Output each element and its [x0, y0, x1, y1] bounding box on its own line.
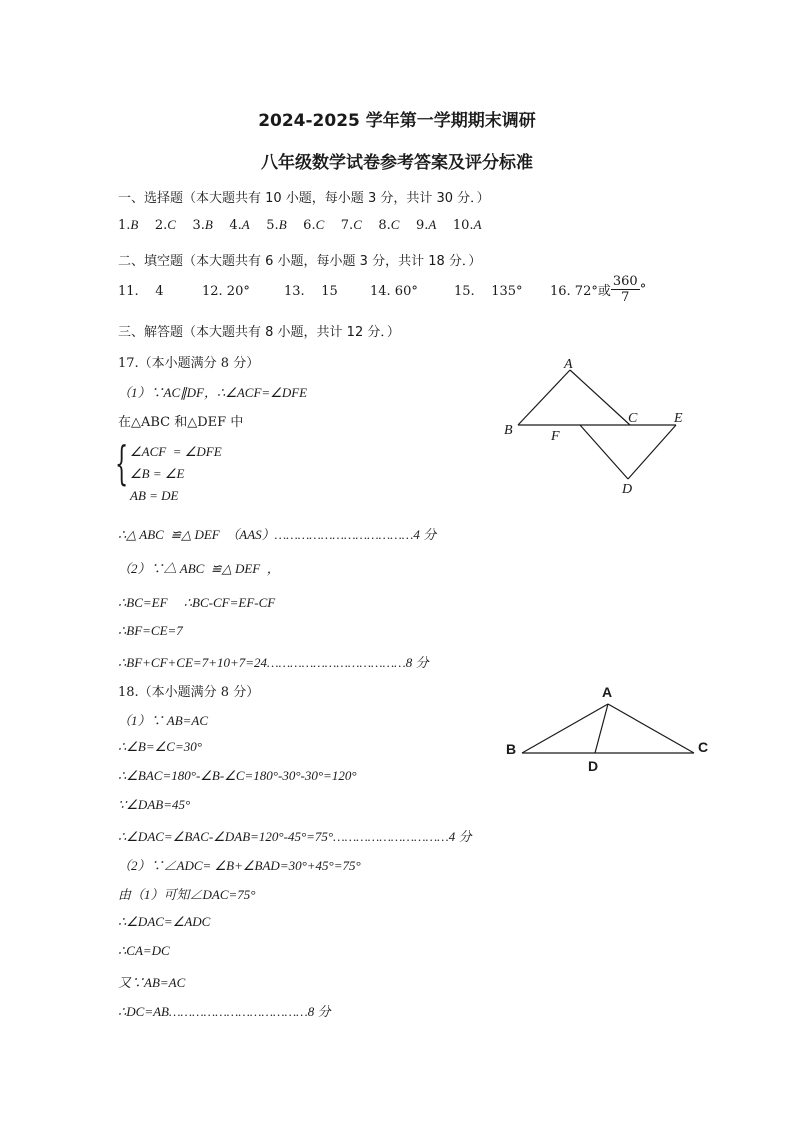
label-d: D: [588, 758, 599, 774]
q18-line-11: ∴DC=AB………………………………8 分: [118, 1004, 331, 1019]
choice-answer-1: 1.B: [118, 217, 139, 233]
q17-system-1: ∠ACF = ∠DFE: [130, 444, 222, 459]
q18-line-2: ∴∠B=∠C=30°: [118, 739, 202, 754]
choice-answer-2: 2.C: [154, 217, 176, 233]
q18-line-7: 由（1）可知∠DAC=75°: [118, 887, 256, 902]
q17-line-5: ∴BC=EF ∴BC-CF=EF-CF: [118, 595, 276, 610]
q18-header: 18.（本小题满分 8 分）: [118, 685, 260, 700]
q18-line-1: （1）∵ AB=AC: [118, 713, 209, 728]
choice-answer-6: 6.C: [303, 217, 325, 233]
label-b: B: [504, 423, 513, 438]
system-brace: {: [115, 436, 129, 490]
label-d: D: [622, 482, 633, 497]
q17-line-3: ∴△ ABC ≌△ DEF （AAS）………………………………4 分: [118, 527, 437, 542]
q17-figure: [498, 355, 698, 500]
fill-answer-16: 16. 72°或 $\frac{360}{7}$ °: [550, 274, 647, 305]
choice-answer-7: 7.C: [340, 217, 362, 233]
choice-answer-9: 9.A: [416, 217, 437, 233]
page-subtitle: 八年级数学试卷参考答案及评分标准: [261, 153, 533, 173]
label-a: A: [602, 684, 613, 700]
q18-figure: [498, 680, 718, 780]
choice-answer-4: 4.A: [229, 217, 250, 233]
fill-answer-14: 14. 60°: [370, 284, 418, 299]
segment-ac: [608, 704, 694, 753]
section-heading-solve: 三、解答题（本大题共有 8 小题，共计 12 分．）: [118, 325, 400, 340]
q17-system-3: AB = DE: [130, 488, 179, 503]
q17-line-1: （1）∵AC∥DF，∴∠ACF=∠DFE: [118, 385, 308, 400]
q18-line-4: ∵∠DAB=45°: [118, 797, 191, 812]
section-heading-choice: 一、选择题（本大题共有 10 小题，每小题 3 分，共计 30 分．）: [118, 191, 490, 206]
q17-line-2: 在△ABC 和△DEF 中: [118, 415, 244, 430]
q18-line-5: ∴∠DAC=∠BAC-∠DAB=120°-45°=75°…………………………4 分: [118, 829, 472, 844]
choice-answer-5: 5.B: [266, 217, 287, 233]
q18-line-10: 又∵AB=AC: [118, 975, 186, 990]
choice-answer-3: 3.B: [192, 217, 213, 233]
segment-ac: [570, 370, 630, 425]
fill-answer-11: 11. 4: [118, 284, 164, 299]
segment-ab: [518, 370, 570, 425]
choice-answer-10: 10.A: [452, 217, 482, 233]
choice-answers: [118, 217, 482, 233]
segment-fd: [580, 425, 628, 479]
q18-line-8: ∴∠DAC=∠ADC: [118, 914, 211, 929]
label-c: C: [698, 739, 709, 755]
q17-header: 17.（本小题满分 8 分）: [118, 356, 260, 371]
fill-answer-13: 13. 15: [284, 284, 338, 299]
section-heading-fill: 二、填空题（本大题共有 6 小题，每小题 3 分，共计 18 分．）: [118, 254, 482, 269]
q17-system-2: ∠B = ∠E: [130, 466, 185, 481]
q18-line-6: （2）∵∠ADC= ∠B+∠BAD=30°+45°=75°: [118, 858, 361, 873]
q17-line-7: ∴BF+CF+CE=7+10+7=24………………………………8 分: [118, 655, 429, 670]
label-b: B: [506, 741, 517, 757]
page-title: 2024-2025 学年第一学期期末调研: [258, 111, 536, 131]
q17-line-4: （2）∵△ ABC ≌△ DEF ，: [118, 561, 280, 576]
label-f: F: [551, 429, 560, 444]
label-a: A: [564, 357, 573, 372]
segment-de: [628, 425, 676, 479]
label-e: E: [674, 411, 683, 426]
segment-ab: [522, 704, 608, 753]
q18-line-3: ∴∠BAC=180°-∠B-∠C=180°-30°-30°=120°: [118, 768, 357, 783]
fraction: $\frac{360}{7}$: [612, 274, 638, 305]
segment-ad: [595, 704, 608, 753]
fill-answer-12: 12. 20°: [202, 284, 250, 299]
q18-line-9: ∴CA=DC: [118, 943, 170, 958]
choice-answer-8: 8.C: [378, 217, 400, 233]
label-c: C: [628, 411, 638, 426]
q17-line-6: ∴BF=CE=7: [118, 623, 183, 638]
fill-answer-15: 15. 135°: [454, 284, 523, 299]
